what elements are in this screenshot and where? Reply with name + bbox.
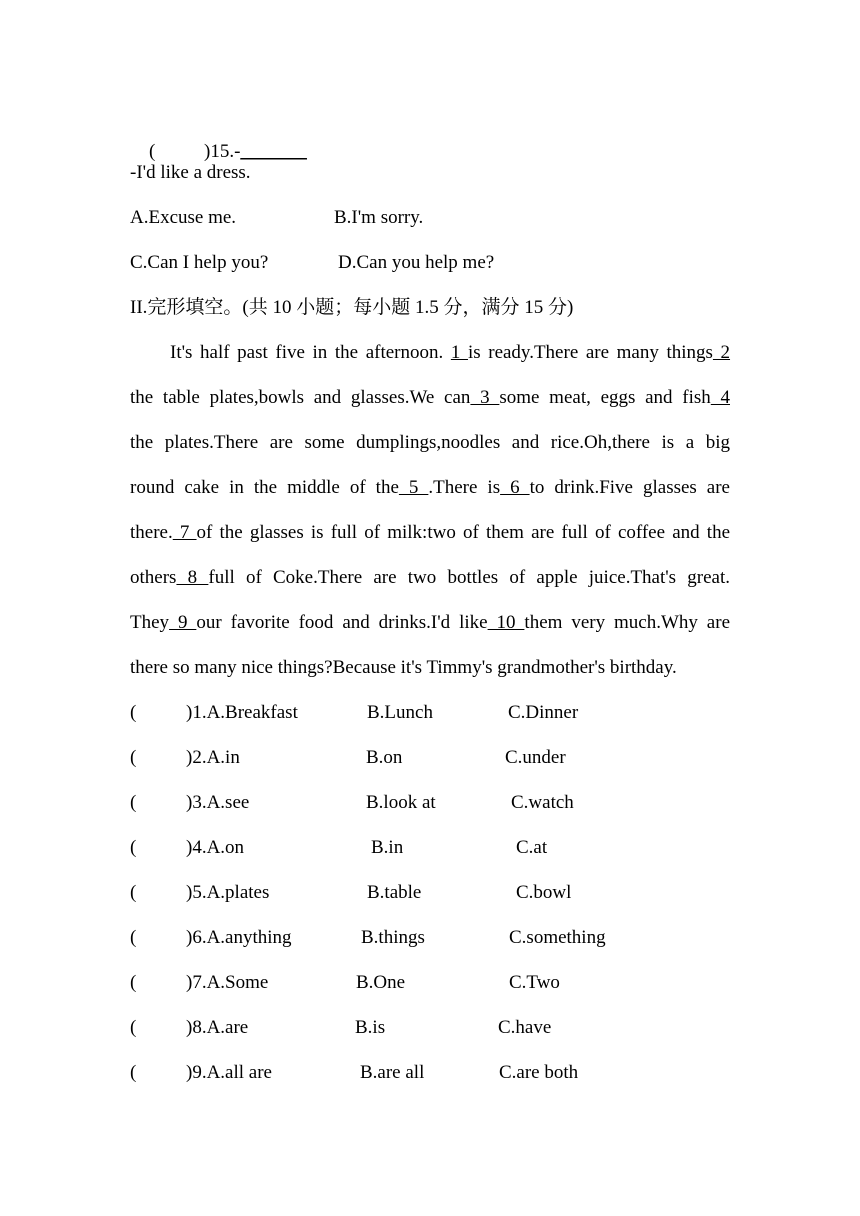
blank-7: 7 (172, 522, 197, 543)
option-b: B.I'm sorry. (334, 207, 424, 228)
option-b: B.on (366, 747, 403, 768)
answer-paren: ( (130, 837, 137, 858)
blank-9: 9 (169, 612, 197, 633)
option-b: B.things (361, 927, 425, 948)
passage-line: round cake in the middle of the 5 .There is 6 to drink.Five glasses are (130, 477, 730, 498)
option-b: B.in (371, 837, 404, 858)
answer-paren: ( (130, 1062, 137, 1083)
option-a: )8.A.are (186, 1017, 249, 1038)
passage-line: the table plates,bowls and glasses.We can 3 some meat, eggs and fish 4 (130, 387, 730, 408)
option-a: )6.A.anything (186, 927, 292, 948)
option-d: D.Can you help me? (338, 252, 495, 273)
option-c: C.something (509, 927, 606, 948)
passage-line: They 9 our favorite food and drinks.I'd like 10 them very much.Why are (130, 612, 730, 633)
option-c: C.at (516, 837, 548, 858)
blank-3: 3 (470, 387, 500, 408)
option-a: )9.A.all are (186, 1062, 272, 1083)
option-b: B.Lunch (367, 702, 433, 723)
answer-paren: ( (130, 882, 137, 903)
answer-paren: ( (130, 927, 137, 948)
option-c: C.are both (499, 1062, 579, 1083)
option-c: C.have (498, 1017, 552, 1038)
option-c: C.Dinner (508, 702, 579, 723)
answer-paren: ( (130, 1017, 137, 1038)
option-b: B.One (356, 972, 406, 993)
blank-5: 5 (398, 477, 429, 498)
answer-blank: _______ (240, 141, 307, 162)
blank-2: 2 (712, 342, 731, 363)
option-a: )4.A.on (186, 837, 245, 858)
blank-8: 8 (176, 567, 209, 588)
option-a: A.Excuse me. (130, 207, 237, 228)
option-b: B.table (367, 882, 422, 903)
blank-1: 1 (450, 342, 468, 363)
option-c: C.under (505, 747, 566, 768)
question-label: )15.- (204, 141, 241, 162)
option-b: B.is (355, 1017, 386, 1038)
option-a: )1.A.Breakfast (186, 702, 298, 723)
passage-line: there. 7 of the glasses is full of milk:two of them are full of coffee and the (130, 522, 730, 543)
answer-paren: ( (149, 141, 156, 162)
option-c: C.Two (509, 972, 560, 993)
answer-paren: ( (130, 792, 137, 813)
blank-10: 10 (487, 612, 525, 633)
blank-4: 4 (710, 387, 730, 408)
answer-paren: ( (130, 972, 137, 993)
passage-line: there so many nice things?Because it's Timmy's grandmother's birthday. (130, 657, 677, 678)
option-a: )7.A.Some (186, 972, 269, 993)
option-c: C.bowl (516, 882, 572, 903)
option-b: B.are all (360, 1062, 425, 1083)
answer-paren: ( (130, 747, 137, 768)
option-b: B.look at (366, 792, 436, 813)
passage-line: others 8 full of Coke.There are two bottles of apple juice.That's great. (130, 567, 731, 588)
answer-paren: ( (130, 702, 137, 723)
option-a: )5.A.plates (186, 882, 270, 903)
blank-6: 6 (500, 477, 530, 498)
option-c: C.Can I help you? (130, 252, 269, 273)
option-c: C.watch (511, 792, 574, 813)
dialog-line: -I'd like a dress. (130, 162, 251, 183)
section-heading: II.完形填空。(共 10 小题；每小题 1.5 分，满分 15 分) (130, 297, 574, 318)
passage-line: the plates.There are some dumplings,noodles and rice.Oh,there is a big (130, 432, 730, 453)
passage-line: It's half past five in the afternoon. 1 is ready.There are many things 2 (170, 342, 731, 363)
option-a: )2.A.in (186, 747, 240, 768)
option-a: )3.A.see (186, 792, 250, 813)
